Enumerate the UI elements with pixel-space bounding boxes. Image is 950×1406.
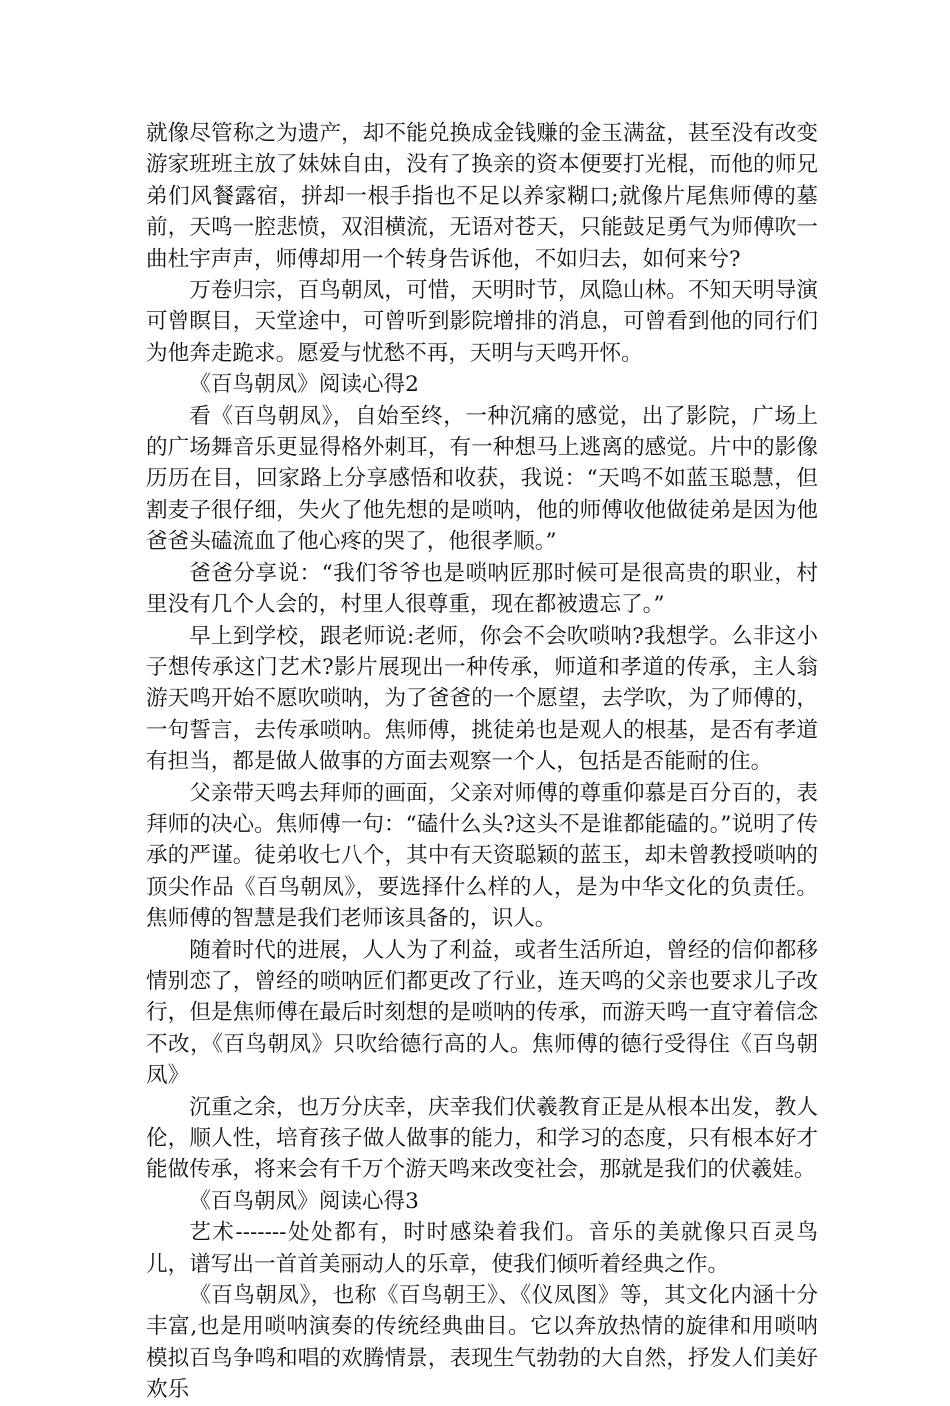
- paragraph: 看《百鸟朝凤》，自始至终，一种沉痛的感觉，出了影院，广场上的广场舞音乐更显得格外刺耳，有一种想马上逃离的感觉。片中的影像历历在目，回家路上分享感悟和收获，我说：“天鸣不如蓝玉聪慧，但割麦子很仔细，失火了他先想的是唢呐，他的师傅收他做徒弟是因为他爸爸头磕流血了他心疼的哭了，他很孝顺。”: [146, 403, 818, 555]
- paragraph: 就像尽管称之为遗产，却不能兑换成金钱赚的金玉满盆，甚至没有改变游家班班主放了妹妹自由，没有了换亲的资本便要打光棍，而他的师兄弟们风餐露宿，拼却一根手指也不足以养家糊口;就像片尾焦师傅的墓前，天鸣一腔悲愤，双泪横流，无语对苍天，只能鼓足勇气为师傅吹一曲杜宇声声，师傅却用一个转身告诉他，不如归去，如何来兮?: [146, 121, 818, 272]
- section-heading: 《百鸟朝凤》阅读心得3: [189, 1188, 419, 1214]
- paragraph: 父亲带天鸣去拜师的画面，父亲对师傅的尊重仰慕是百分百的，表拜师的决心。焦师傅一句：“磕什么头?这头不是谁都能磕的。”说明了传承的严谨。徒弟收七八个，其中有天资聪颖的蓝玉，却未曾教授唢呐的顶尖作品《百鸟朝凤》，要选择什么样的人，是为中华文化的负责任。焦师傅的智慧是我们老师该具备的，识人。: [146, 780, 818, 932]
- paragraph: 万卷归宗，百鸟朝凤，可惜，天明时节，凤隐山林。不知天明导演可曾瞑目，天堂途中，可曾听到影院增排的消息，可曾看到他的同行们为他奔走跪求。愿爱与忧愁不再，天明与天鸣开怀。: [146, 278, 818, 366]
- paragraph: 早上到学校，跟老师说:老师，你会不会吹唢呐?我想学。么非这小子想传承这门艺术?影片展现出一种传承，师道和孝道的传承，主人翁游天鸣开始不愿吹唢呐，为了爸爸的一个愿望，去学吹，为了师傅的，一句誓言，去传承唢呐。焦师傅，挑徒弟也是观人的根基，是否有孝道有担当，都是做人做事的方面去观察一个人，包括是否能耐的住。: [146, 623, 818, 775]
- paragraph: 随着时代的进展，人人为了利益，或者生活所迫，曾经的信仰都移情别恋了，曾经的唢呐匠们都更改了行业，连天鸣的父亲也要求儿子改行，但是焦师傅在最后时刻想的是唢呐的传承，而游天鸣一直守着信念不改，《百鸟朝凤》只吹给德行高的人。焦师傅的德行受得住《百鸟朝凤》: [146, 937, 818, 1089]
- paragraph: 《百鸟朝凤》，也称《百鸟朝王》、《仪凤图》等，其文化内涵十分丰富,也是用唢呐演奏的传统经典曲目。它以奔放热情的旋律和用唢呐模拟百鸟争鸣和唱的欢腾情景，表现生气勃勃的大自然，抒发人们美好欢乐: [146, 1283, 818, 1403]
- section-heading: 《百鸟朝凤》阅读心得2: [189, 372, 419, 398]
- document-body: [146, 118, 818, 1406]
- paragraph: 沉重之余，也万分庆幸，庆幸我们伏羲教育正是从根本出发，教人伦，顺人性，培育孩子做人做事的能力，和学习的态度，只有根本好才能做传承，将来会有千万个游天鸣来改变社会，那就是我们的伏羲娃。: [146, 1094, 818, 1183]
- paragraph: 爸爸分享说：“我们爷爷也是唢呐匠那时候可是很高贵的职业，村里没有几个人会的，村里人很尊重，现在都被遗忘了。”: [146, 560, 818, 618]
- paragraph: 艺术-------处处都有，时时感染着我们。音乐的美就像只百灵鸟儿，谱写出一首首美丽动人的乐章，使我们倾听着经典之作。: [146, 1220, 818, 1277]
